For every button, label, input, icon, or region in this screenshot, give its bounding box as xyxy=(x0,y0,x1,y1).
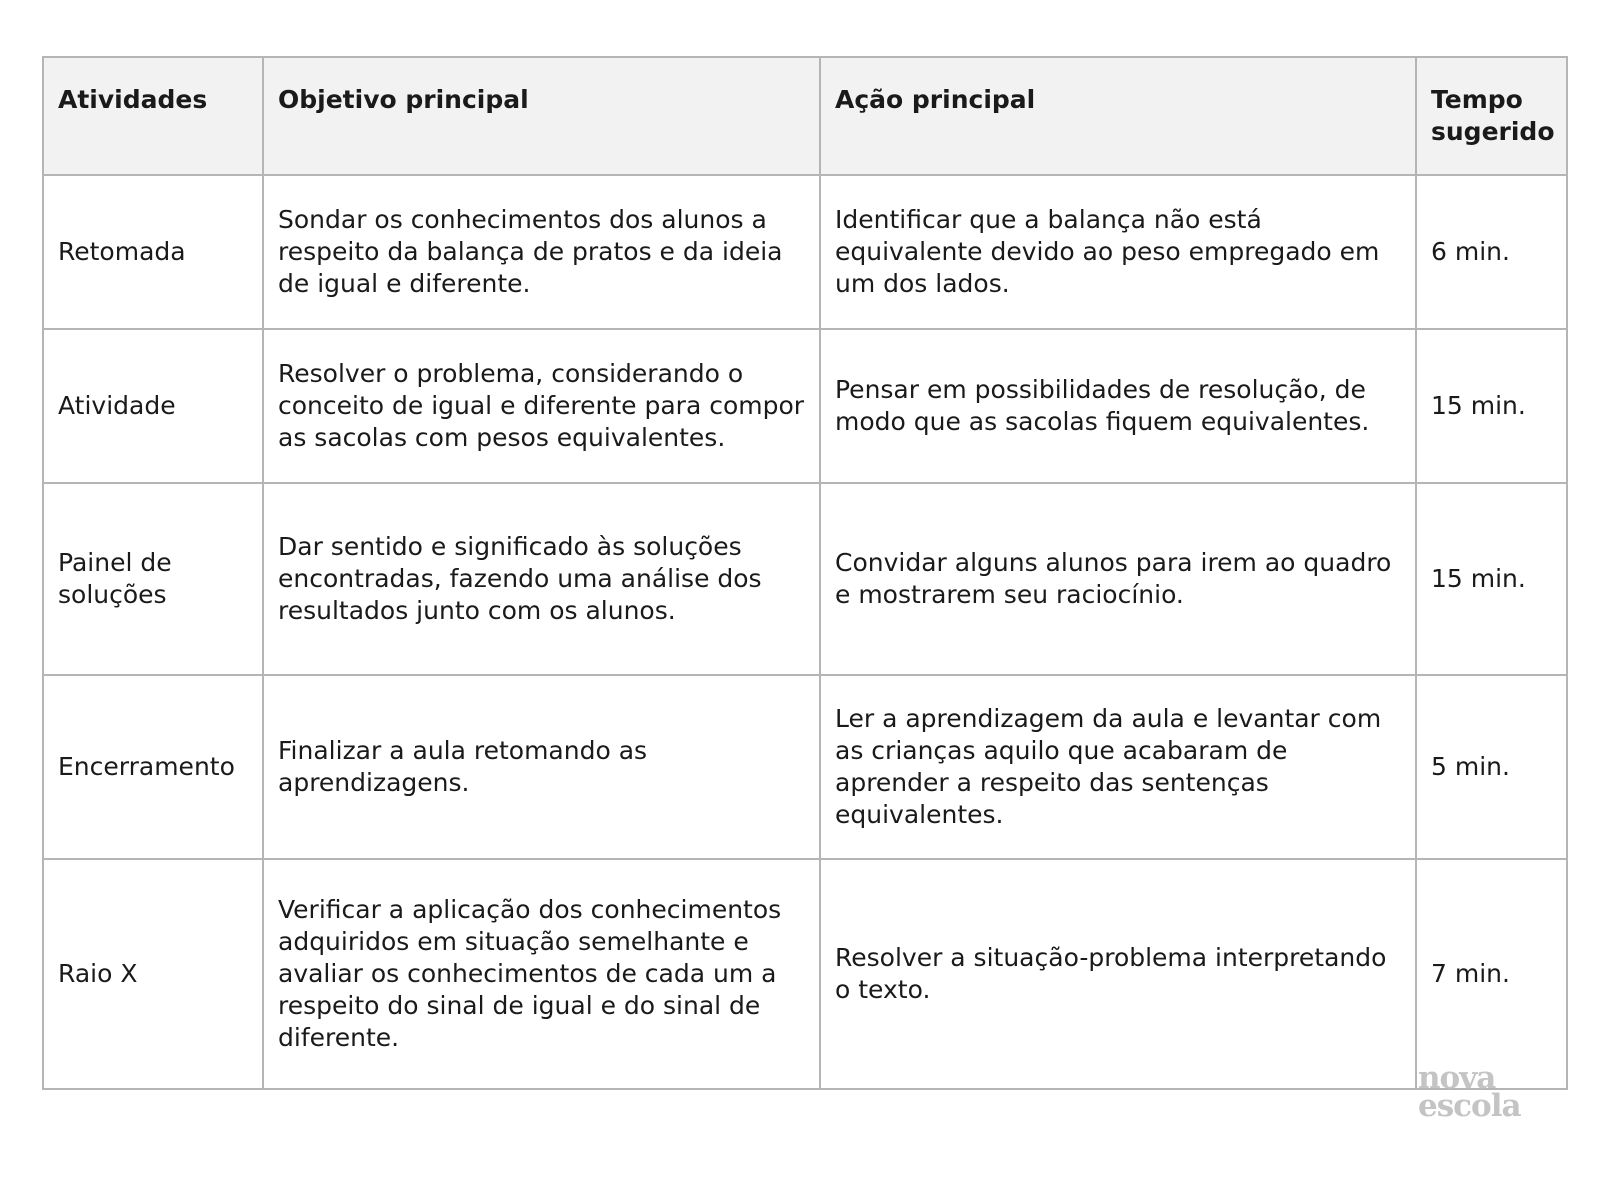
cell-action: Ler a aprendizagem da aula e levantar com as crianças aquilo que acabaram de aprender a respeito das sentenças equivalentes. xyxy=(820,675,1416,859)
table-row xyxy=(43,859,1567,1089)
logo-line-2: escola xyxy=(1418,1088,1521,1124)
table-body xyxy=(43,175,1567,1089)
cell-goal: Resolver o problema, considerando o conceito de igual e diferente para compor as sacolas com pesos equivalentes. xyxy=(263,329,820,483)
cell-time: 5 min. xyxy=(1416,675,1567,859)
table-row xyxy=(43,483,1567,675)
cell-time: 15 min. xyxy=(1416,329,1567,483)
table-row xyxy=(43,175,1567,329)
cell-time: 7 min. xyxy=(1416,859,1567,1089)
lesson-plan-table xyxy=(42,56,1568,1096)
cell-action: Identificar que a balança não está equivalente devido ao peso empregado em um dos lados. xyxy=(820,175,1416,329)
cell-action: Resolver a situação-problema interpretando o texto. xyxy=(820,859,1416,1089)
logo-line-1: nova xyxy=(1418,1060,1496,1096)
cell-activity: Encerramento xyxy=(43,675,263,859)
cell-activity: Retomada xyxy=(43,175,263,329)
header-time: Tempo sugerido xyxy=(1416,57,1567,175)
nova-escola-logo xyxy=(1418,1060,1521,1124)
cell-goal: Verificar a aplicação dos conhecimentos adquiridos em situação semelhante e avaliar os conhecimentos de cada um a respeito do sinal de igual e do sinal de diferente. xyxy=(263,859,820,1089)
cell-time: 15 min. xyxy=(1416,483,1567,675)
cell-action: Convidar alguns alunos para irem ao quadro e mostrarem seu raciocínio. xyxy=(820,483,1416,675)
cell-activity: Atividade xyxy=(43,329,263,483)
header-row xyxy=(43,57,1567,175)
cell-activity: Raio X xyxy=(43,859,263,1089)
cell-time: 6 min. xyxy=(1416,175,1567,329)
cell-activity: Painel de soluções xyxy=(43,483,263,675)
header-goal: Objetivo principal xyxy=(263,57,820,175)
cell-goal: Sondar os conhecimentos dos alunos a respeito da balança de pratos e da ideia de igual e diferente. xyxy=(263,175,820,329)
header-activity: Atividades xyxy=(43,57,263,175)
header-action: Ação principal xyxy=(820,57,1416,175)
table-header xyxy=(43,57,1567,175)
table-row xyxy=(43,675,1567,859)
cell-goal: Finalizar a aula retomando as aprendizagens. xyxy=(263,675,820,859)
cell-action: Pensar em possibilidades de resolução, de modo que as sacolas fiquem equivalentes. xyxy=(820,329,1416,483)
cell-goal: Dar sentido e significado às soluções encontradas, fazendo uma análise dos resultados junto com os alunos. xyxy=(263,483,820,675)
table-row xyxy=(43,329,1567,483)
